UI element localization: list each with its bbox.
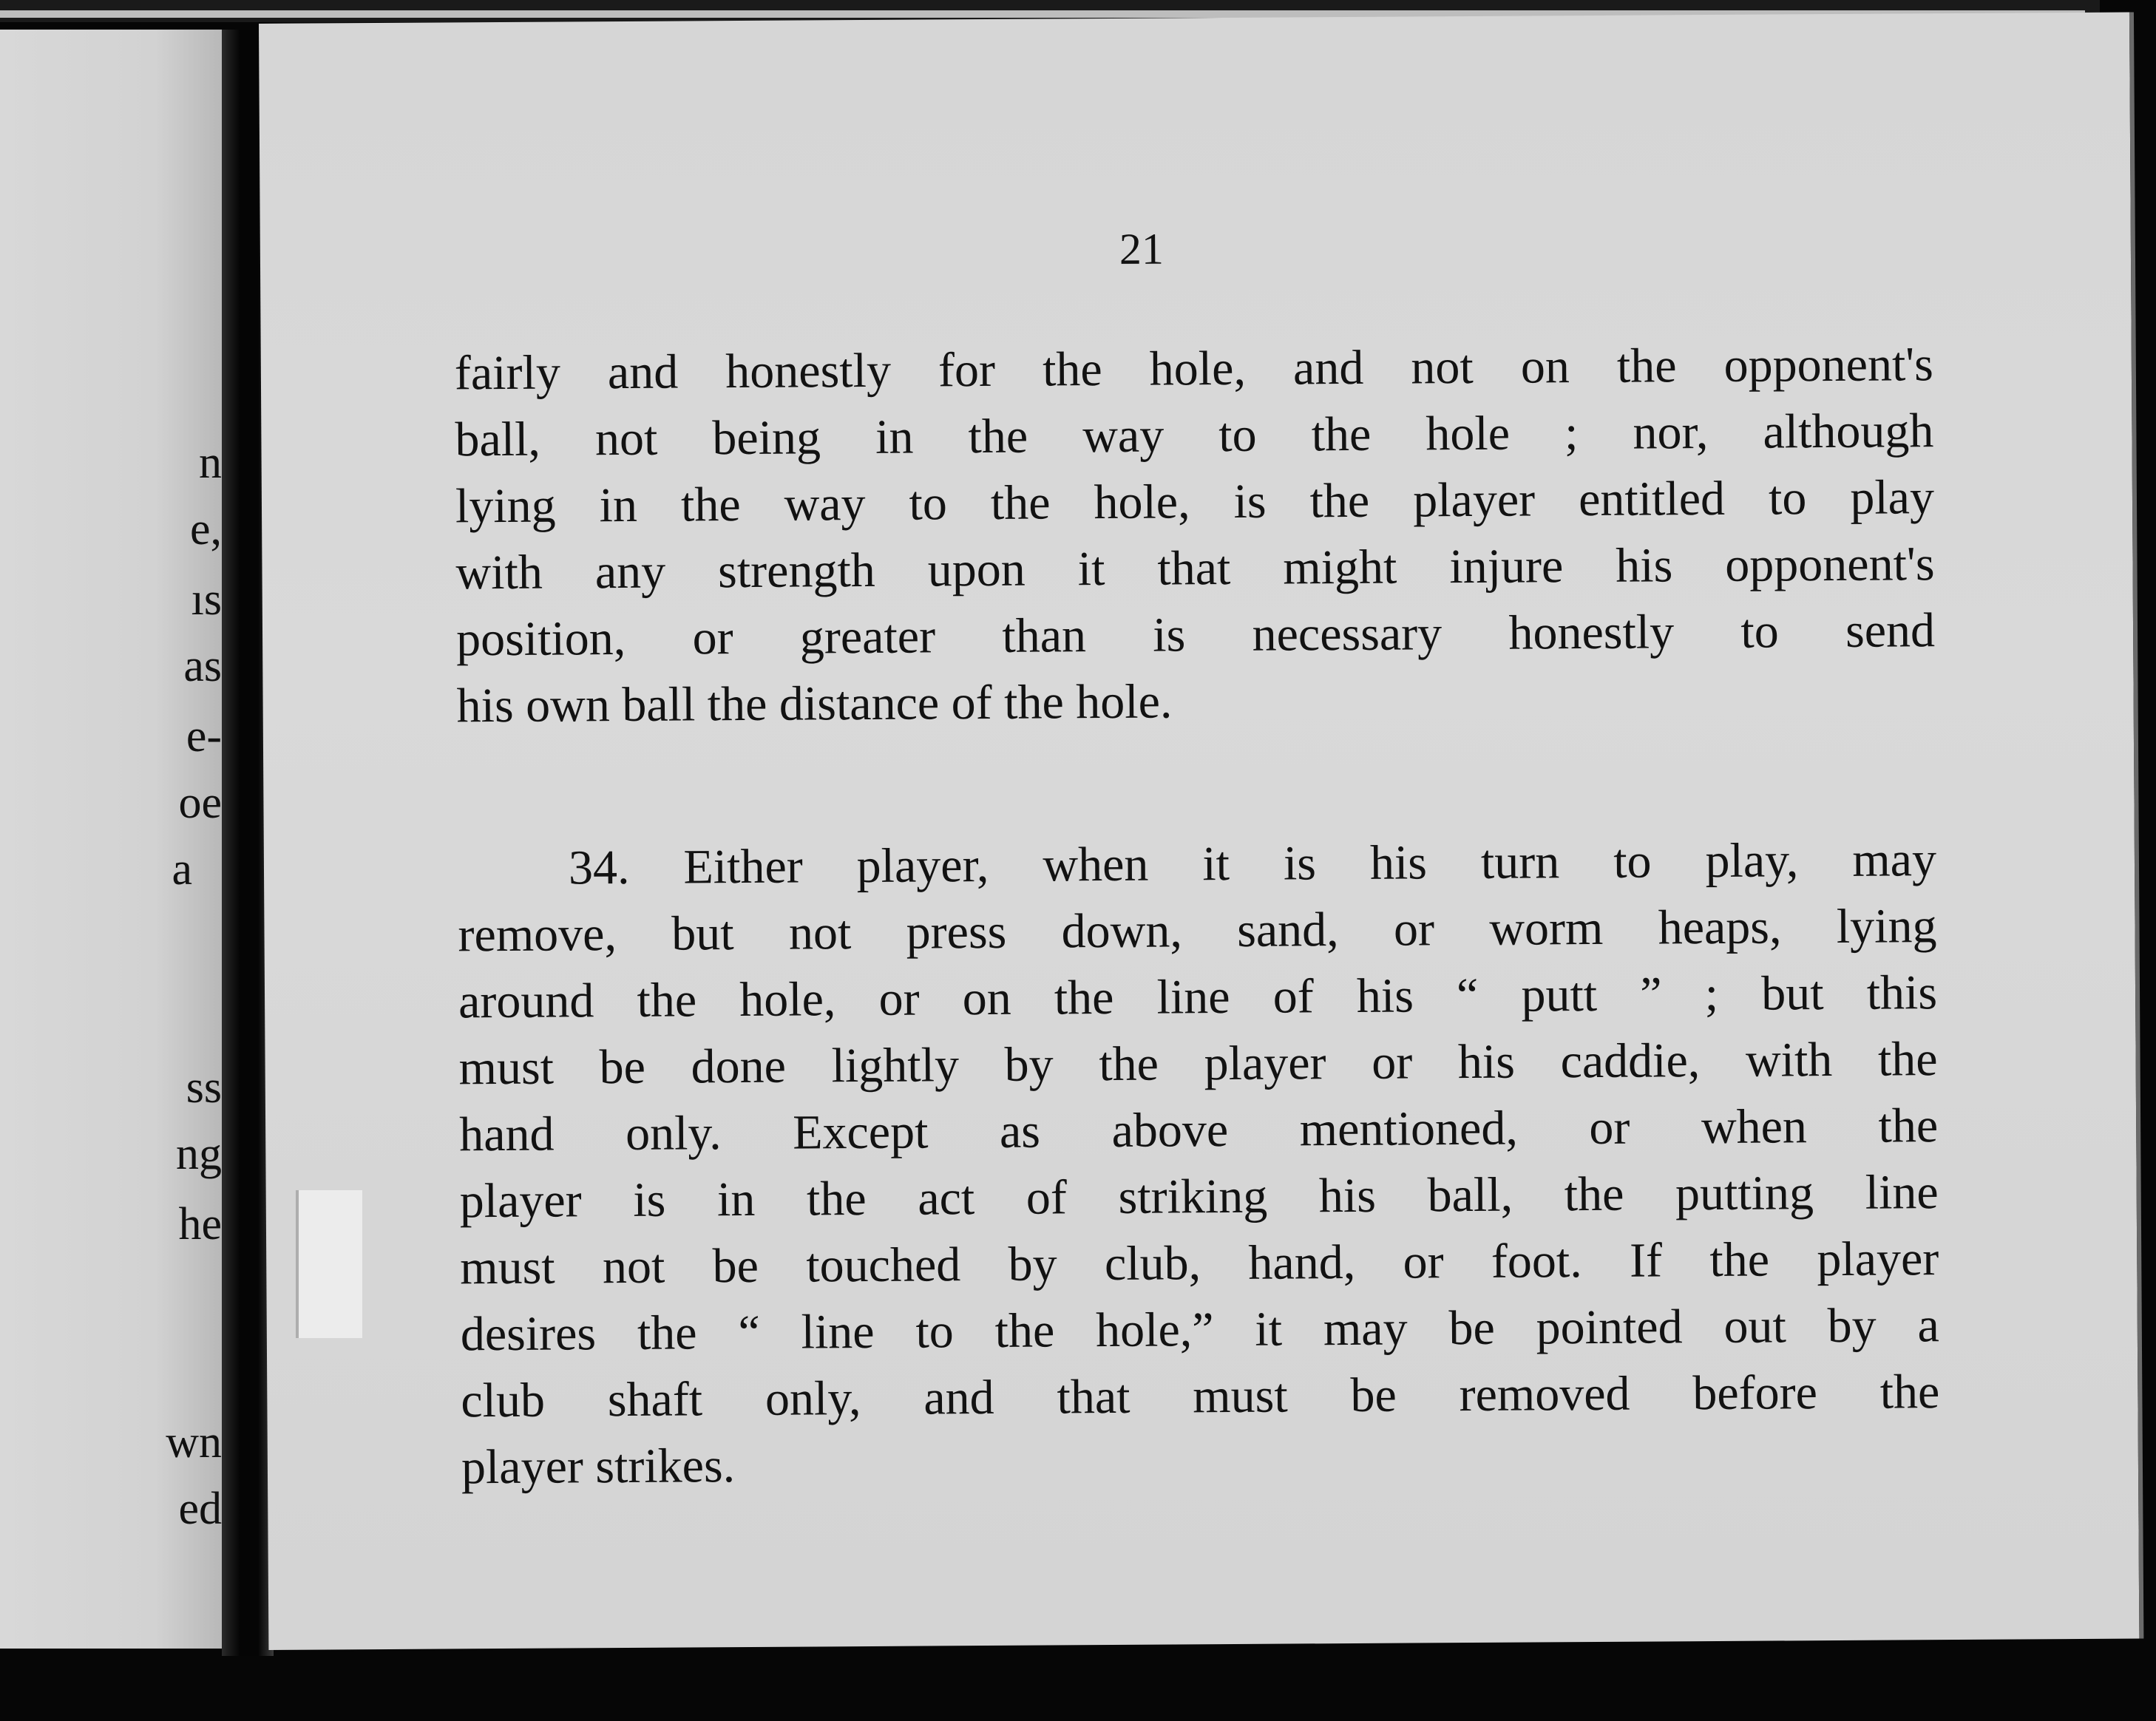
text-line: 34. Either player, when it is his turn to play, may (568, 832, 1937, 895)
paragraph-continuation (455, 331, 1936, 739)
left-page-fragment: ed (178, 1484, 222, 1534)
text-line: lying in the way to the hole, is the player entitled to play (455, 470, 1935, 534)
page-number: 21 (1119, 224, 1165, 274)
left-facing-page (0, 30, 222, 1649)
text-line: player strikes. (461, 1439, 736, 1495)
text-line: remove, but not press down, sand, or worm heaps, lying (458, 899, 1937, 963)
text-line: must not be touched by club, hand, or foot. If the player (460, 1232, 1939, 1295)
text-line: ball, not being in the way to the hole ; nor, although (455, 404, 1934, 467)
text-line: hand only. Except as above mentioned, or when the (458, 1099, 1939, 1162)
text-line: his own ball the distance of the hole. (456, 674, 1173, 733)
text-line: around the hole, or on the line of his “ putt ” ; but this (458, 965, 1938, 1029)
left-page-fragment: ng (176, 1129, 222, 1179)
left-page-fragment: ss (186, 1062, 222, 1113)
left-page-fragment: a (172, 844, 192, 895)
left-page-fragment: as (183, 641, 222, 691)
left-page-fragment: n (199, 438, 222, 488)
left-page-fragment: wn (166, 1417, 222, 1467)
text-line: with any strength upon it that might injure his opponent's (455, 537, 1935, 600)
left-page-fragment: oe (178, 778, 222, 828)
tape-strip (296, 1190, 362, 1338)
text-line: club shaft only, and that must be removed before the (461, 1365, 1940, 1428)
text-line: must be done lightly by the player or his caddie, with the (458, 1032, 1938, 1096)
text-line: desires the “ line to the hole,” it may be pointed out by a (460, 1298, 1940, 1362)
left-page-fragment: he (178, 1199, 222, 1249)
text-line: position, or greater than is necessary honestly to send (455, 603, 1936, 667)
right-page (259, 13, 2143, 1650)
rule-34-paragraph (458, 826, 1940, 1501)
text-line: fairly and honestly for the hole, and not on the opponent's (454, 337, 1934, 401)
left-page-fragment: ıs (191, 574, 222, 625)
text-line: player is in the act of striking his ball, the putting line (459, 1165, 1939, 1229)
left-page-fragment: e, (189, 504, 222, 554)
left-page-fragment: e- (186, 711, 222, 761)
